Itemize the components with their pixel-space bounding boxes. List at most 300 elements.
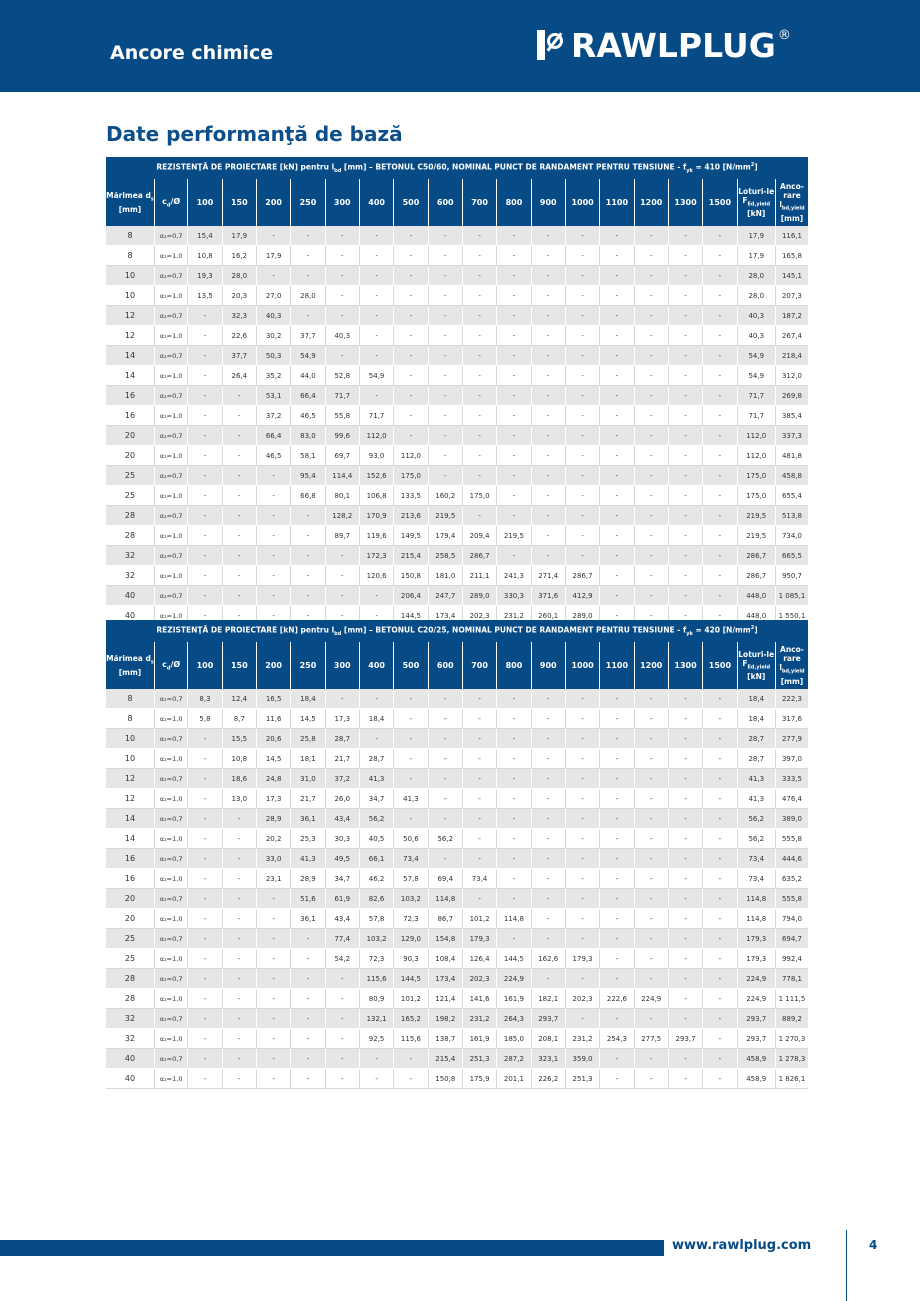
table-cell: 323,1 bbox=[531, 1049, 565, 1069]
cd-sub: d bbox=[166, 665, 171, 672]
table-cell: - bbox=[497, 366, 531, 386]
table-cell: 114,8 bbox=[737, 909, 775, 929]
logo-mark-icon bbox=[537, 30, 567, 60]
table-cell: - bbox=[600, 929, 634, 949]
ancorare-sub2: bd,yield bbox=[781, 668, 805, 675]
table-cell: 71,7 bbox=[325, 386, 359, 406]
table-cell: - bbox=[668, 246, 702, 266]
table-cell: - bbox=[703, 729, 737, 749]
table-cell: 219,5 bbox=[737, 526, 775, 546]
row-alpha-cell: α₂=0,7 bbox=[154, 689, 187, 709]
table-cell: - bbox=[497, 466, 531, 486]
table-cell: 57,8 bbox=[359, 909, 393, 929]
table-cell: - bbox=[256, 929, 290, 949]
table-cell: - bbox=[703, 829, 737, 849]
table-cell: 26,4 bbox=[222, 366, 256, 386]
table-row bbox=[106, 526, 808, 546]
table-cell: - bbox=[600, 246, 634, 266]
table-cell: 37,2 bbox=[325, 769, 359, 789]
table-cell: - bbox=[668, 486, 702, 506]
table-cell: - bbox=[703, 789, 737, 809]
table-cell: 179,3 bbox=[737, 929, 775, 949]
table-cell: - bbox=[600, 1069, 634, 1089]
row-size-cell: 16 bbox=[106, 849, 154, 869]
row-alpha-cell: α₂=0,7 bbox=[154, 586, 187, 606]
table-cell: 241,3 bbox=[497, 566, 531, 586]
table-cell: 40,3 bbox=[256, 306, 290, 326]
table-cell: - bbox=[600, 1049, 634, 1069]
column-header-depth: 800 bbox=[497, 179, 531, 226]
table-cell: 293,7 bbox=[668, 1029, 702, 1049]
ancorare-sub: l bbox=[779, 200, 782, 210]
table-cell: 458,9 bbox=[737, 1069, 775, 1089]
table-cell: 128,2 bbox=[325, 506, 359, 526]
table-cell: 114,8 bbox=[737, 889, 775, 909]
cd-tail: /Ø bbox=[170, 196, 181, 206]
table-cell: 114,8 bbox=[497, 909, 531, 929]
table-cell: - bbox=[359, 1049, 393, 1069]
table-cell: - bbox=[634, 929, 668, 949]
table-cell: - bbox=[256, 949, 290, 969]
table-cell: 26,0 bbox=[325, 789, 359, 809]
table-cell: 254,3 bbox=[600, 1029, 634, 1049]
table-cell: 359,0 bbox=[565, 1049, 599, 1069]
table-cell: 20,3 bbox=[222, 286, 256, 306]
row-size-cell: 40 bbox=[106, 606, 154, 626]
size-unit: [mm] bbox=[118, 667, 142, 677]
table-cell: - bbox=[256, 586, 290, 606]
table-cell: - bbox=[497, 789, 531, 809]
table-cell: - bbox=[565, 426, 599, 446]
table-cell: - bbox=[256, 566, 290, 586]
table-cell: 16,2 bbox=[222, 246, 256, 266]
table-cell: - bbox=[531, 546, 565, 566]
table-cell: - bbox=[325, 546, 359, 566]
table-cell: - bbox=[428, 366, 462, 386]
row-alpha-cell: α₂=1,0 bbox=[154, 949, 187, 969]
table-cell: - bbox=[497, 849, 531, 869]
table-row bbox=[106, 1049, 808, 1069]
table-cell: - bbox=[428, 306, 462, 326]
table-cell: - bbox=[394, 306, 428, 326]
table-cell: 289,0 bbox=[462, 586, 496, 606]
table-cell: 215,4 bbox=[394, 546, 428, 566]
table-cell: - bbox=[634, 406, 668, 426]
table-cell: - bbox=[668, 426, 702, 446]
table-cell: 50,6 bbox=[394, 829, 428, 849]
table-cell: - bbox=[222, 586, 256, 606]
table-cell: 121,4 bbox=[428, 989, 462, 1009]
table-cell: - bbox=[531, 769, 565, 789]
table-cell: 23,1 bbox=[256, 869, 290, 889]
table-cell: - bbox=[394, 709, 428, 729]
table-header-row bbox=[106, 179, 808, 226]
table-cell: 226,2 bbox=[531, 1069, 565, 1089]
table-cell: - bbox=[188, 1009, 222, 1029]
table-cell: 54,9 bbox=[737, 366, 775, 386]
table-cell: - bbox=[634, 246, 668, 266]
table-cell: 389,0 bbox=[775, 809, 808, 829]
table-row bbox=[106, 989, 808, 1009]
column-header-depth: 900 bbox=[531, 179, 565, 226]
table-cell: - bbox=[222, 546, 256, 566]
table-cell: - bbox=[394, 266, 428, 286]
row-size-cell: 8 bbox=[106, 689, 154, 709]
table-cell: 31,0 bbox=[291, 769, 325, 789]
table-cell: - bbox=[222, 566, 256, 586]
table-cell: - bbox=[256, 969, 290, 989]
column-header-depth: 300 bbox=[325, 179, 359, 226]
size-label: Mărimea d bbox=[106, 191, 151, 201]
table-cell: 224,9 bbox=[634, 989, 668, 1009]
table-cell: 175,0 bbox=[394, 466, 428, 486]
table-cell: - bbox=[428, 466, 462, 486]
table-cell: 54,9 bbox=[291, 346, 325, 366]
table-cell: - bbox=[325, 969, 359, 989]
table-cell: - bbox=[359, 286, 393, 306]
table-cell: 40,3 bbox=[737, 306, 775, 326]
caption-sup: 2 bbox=[750, 625, 755, 631]
table-cell: - bbox=[634, 506, 668, 526]
table-cell: - bbox=[359, 606, 393, 626]
table-cell: - bbox=[188, 446, 222, 466]
table-cell: - bbox=[394, 1069, 428, 1089]
table-cell: 33,0 bbox=[256, 849, 290, 869]
table-cell: - bbox=[668, 406, 702, 426]
table-cell: - bbox=[600, 366, 634, 386]
table-cell: 41,3 bbox=[737, 789, 775, 809]
table-cell: 53,1 bbox=[256, 386, 290, 406]
row-size-cell: 10 bbox=[106, 729, 154, 749]
loturi-sub2: Ed,yield bbox=[747, 201, 771, 208]
table-cell: 56,2 bbox=[359, 809, 393, 829]
table-cell: 77,4 bbox=[325, 929, 359, 949]
table-cell: - bbox=[703, 689, 737, 709]
row-alpha-cell: α₂=0,7 bbox=[154, 969, 187, 989]
table-cell: 264,3 bbox=[497, 1009, 531, 1029]
table-cell: 138,7 bbox=[428, 1029, 462, 1049]
table-cell: - bbox=[634, 546, 668, 566]
table-cell: - bbox=[291, 546, 325, 566]
table-cell: - bbox=[703, 386, 737, 406]
table-cell: - bbox=[668, 789, 702, 809]
column-header-depth: 400 bbox=[359, 179, 393, 226]
table-row bbox=[106, 286, 808, 306]
row-alpha-cell: α₂=0,7 bbox=[154, 809, 187, 829]
row-alpha-cell: α₂=0,7 bbox=[154, 386, 187, 406]
table-cell: - bbox=[600, 809, 634, 829]
row-alpha-cell: α₂=0,7 bbox=[154, 1049, 187, 1069]
table-cell: 277,5 bbox=[634, 1029, 668, 1049]
row-size-cell: 25 bbox=[106, 929, 154, 949]
column-header-depth: 500 bbox=[394, 642, 428, 689]
table-cell: - bbox=[565, 226, 599, 246]
table-cell: 444,6 bbox=[775, 849, 808, 869]
column-header-depth: 150 bbox=[222, 179, 256, 226]
table-cell: - bbox=[668, 546, 702, 566]
table-cell: - bbox=[497, 406, 531, 426]
row-size-cell: 32 bbox=[106, 1029, 154, 1049]
table-cell: - bbox=[531, 729, 565, 749]
table-cell: - bbox=[531, 326, 565, 346]
table-cell: 28,7 bbox=[325, 729, 359, 749]
table-row bbox=[106, 426, 808, 446]
table-cell: - bbox=[291, 1009, 325, 1029]
table-cell: - bbox=[188, 769, 222, 789]
table-cell: - bbox=[668, 366, 702, 386]
table-cell: - bbox=[291, 949, 325, 969]
row-alpha-cell: α₂=1,0 bbox=[154, 749, 187, 769]
table-cell: - bbox=[497, 689, 531, 709]
table-cell: - bbox=[428, 386, 462, 406]
table-cell: - bbox=[394, 729, 428, 749]
table-cell: - bbox=[394, 346, 428, 366]
table-cell: 18,4 bbox=[291, 689, 325, 709]
table-cell: - bbox=[359, 266, 393, 286]
table-cell: - bbox=[703, 446, 737, 466]
table-cell: 108,4 bbox=[428, 949, 462, 969]
table-cell: - bbox=[565, 909, 599, 929]
table-cell: - bbox=[531, 286, 565, 306]
table-cell: - bbox=[703, 366, 737, 386]
table-cell: - bbox=[600, 306, 634, 326]
table-cell: - bbox=[565, 969, 599, 989]
row-alpha-cell: α₂=0,7 bbox=[154, 266, 187, 286]
table-cell: 46,2 bbox=[359, 869, 393, 889]
table-cell: - bbox=[462, 446, 496, 466]
table-cell: 149,5 bbox=[394, 526, 428, 546]
table-cell: - bbox=[634, 749, 668, 769]
table-cell: - bbox=[325, 346, 359, 366]
table-cell: - bbox=[703, 346, 737, 366]
row-alpha-cell: α₂=1,0 bbox=[154, 606, 187, 626]
table-row bbox=[106, 226, 808, 246]
table-cell: 694,7 bbox=[775, 929, 808, 949]
table-cell: - bbox=[668, 989, 702, 1009]
table-cell: 43,4 bbox=[325, 809, 359, 829]
table-cell: - bbox=[256, 506, 290, 526]
table-cell: 293,7 bbox=[737, 1009, 775, 1029]
table-cell: - bbox=[531, 346, 565, 366]
row-size-cell: 14 bbox=[106, 809, 154, 829]
table-cell: 267,4 bbox=[775, 326, 808, 346]
table-cell: 129,0 bbox=[394, 929, 428, 949]
table-cell: - bbox=[497, 306, 531, 326]
table-cell: 172,3 bbox=[359, 546, 393, 566]
table-cell: 141,6 bbox=[462, 989, 496, 1009]
table-cell: - bbox=[703, 306, 737, 326]
footer-bar bbox=[0, 1240, 664, 1256]
table-cell: 86,7 bbox=[428, 909, 462, 929]
table-cell: - bbox=[703, 486, 737, 506]
table-cell: 181,0 bbox=[428, 566, 462, 586]
table-cell: 24,8 bbox=[256, 769, 290, 789]
table-cell: - bbox=[600, 486, 634, 506]
registered-mark: ® bbox=[777, 28, 791, 43]
table-cell: - bbox=[668, 306, 702, 326]
table-cell: - bbox=[565, 446, 599, 466]
table-cell: - bbox=[634, 326, 668, 346]
column-header-ancorare bbox=[775, 179, 808, 226]
column-header-depth: 100 bbox=[188, 179, 222, 226]
caption-sub: bd bbox=[334, 631, 342, 637]
table-cell: - bbox=[359, 386, 393, 406]
table-cell: - bbox=[188, 506, 222, 526]
table-cell: 82,6 bbox=[359, 889, 393, 909]
row-size-cell: 40 bbox=[106, 586, 154, 606]
table-cell: 14,5 bbox=[291, 709, 325, 729]
caption-sub: bd bbox=[334, 168, 342, 174]
table-cell: 54,9 bbox=[359, 366, 393, 386]
table-cell: - bbox=[703, 226, 737, 246]
table-cell: 112,0 bbox=[737, 426, 775, 446]
column-header-depth: 1200 bbox=[634, 642, 668, 689]
table-cell: 37,7 bbox=[291, 326, 325, 346]
table-cell: 40,5 bbox=[359, 829, 393, 849]
table-cell: - bbox=[462, 386, 496, 406]
table-cell: 224,9 bbox=[737, 969, 775, 989]
table-cell: - bbox=[565, 869, 599, 889]
caption-part: ] bbox=[754, 162, 758, 172]
table-cell: - bbox=[359, 246, 393, 266]
table-cell: 185,0 bbox=[497, 1029, 531, 1049]
table-cell: 66,1 bbox=[359, 849, 393, 869]
rawlplug-logo bbox=[537, 26, 791, 64]
table-cell: - bbox=[668, 506, 702, 526]
table-cell: - bbox=[497, 809, 531, 829]
size-sub: s bbox=[150, 196, 154, 203]
row-alpha-cell: α₂=1,0 bbox=[154, 1069, 187, 1089]
table-cell: - bbox=[256, 1029, 290, 1049]
table-cell: - bbox=[565, 306, 599, 326]
table-cell: 209,4 bbox=[462, 526, 496, 546]
table-cell: - bbox=[428, 286, 462, 306]
table-cell: 150,8 bbox=[394, 566, 428, 586]
table-cell: 330,3 bbox=[497, 586, 531, 606]
table-cell: 286,7 bbox=[737, 546, 775, 566]
column-header-loturi bbox=[737, 642, 775, 689]
row-size-cell: 28 bbox=[106, 506, 154, 526]
table-cell: - bbox=[325, 989, 359, 1009]
table-cell: 18,1 bbox=[291, 749, 325, 769]
table-cell: 101,2 bbox=[394, 989, 428, 1009]
table-cell: 222,3 bbox=[775, 689, 808, 709]
table-cell: - bbox=[600, 566, 634, 586]
table-cell: 161,9 bbox=[462, 1029, 496, 1049]
column-header-depth: 1500 bbox=[703, 642, 737, 689]
table-cell: - bbox=[531, 266, 565, 286]
table-cell: - bbox=[565, 749, 599, 769]
table-row bbox=[106, 586, 808, 606]
table-row bbox=[106, 266, 808, 286]
column-header-depth: 1100 bbox=[600, 642, 634, 689]
table-cell: - bbox=[634, 1049, 668, 1069]
table-cell: - bbox=[188, 566, 222, 586]
table-cell: - bbox=[634, 909, 668, 929]
row-alpha-cell: α₂=1,0 bbox=[154, 406, 187, 426]
table-cell: - bbox=[565, 1009, 599, 1029]
table-cell: - bbox=[428, 346, 462, 366]
table-cell: - bbox=[188, 386, 222, 406]
table-cell: 28,0 bbox=[737, 266, 775, 286]
table-cell: - bbox=[634, 266, 668, 286]
table-cell: 161,9 bbox=[497, 989, 531, 1009]
table-cell: - bbox=[462, 246, 496, 266]
table-cell: 208,1 bbox=[531, 1029, 565, 1049]
table-cell: - bbox=[325, 266, 359, 286]
table-cell: - bbox=[600, 949, 634, 969]
table-cell: - bbox=[462, 266, 496, 286]
table-cell: 40,3 bbox=[325, 326, 359, 346]
table-cell: 112,0 bbox=[737, 446, 775, 466]
table-cell: - bbox=[565, 406, 599, 426]
table-cell: - bbox=[497, 266, 531, 286]
table-cell: 71,7 bbox=[737, 406, 775, 426]
table-cell: 219,5 bbox=[428, 506, 462, 526]
row-alpha-cell: α₂=1,0 bbox=[154, 989, 187, 1009]
table-cell: 17,9 bbox=[256, 246, 290, 266]
footer-url[interactable]: www.rawlplug.com bbox=[672, 1238, 812, 1253]
table-cell: - bbox=[188, 729, 222, 749]
table-cell: 36,1 bbox=[291, 809, 325, 829]
table-cell: - bbox=[428, 729, 462, 749]
table-cell: - bbox=[291, 1049, 325, 1069]
caption-part: ] bbox=[754, 625, 758, 635]
table-cell: - bbox=[668, 749, 702, 769]
column-header-loturi bbox=[737, 179, 775, 226]
table-caption bbox=[106, 620, 808, 642]
table-cell: 73,4 bbox=[737, 849, 775, 869]
table-cell: - bbox=[565, 326, 599, 346]
row-size-cell: 40 bbox=[106, 1049, 154, 1069]
table-cell: - bbox=[634, 466, 668, 486]
table-cell: 231,2 bbox=[462, 1009, 496, 1029]
performance-table-c50-60 bbox=[106, 157, 808, 626]
row-size-cell: 32 bbox=[106, 1009, 154, 1029]
table-cell: 126,4 bbox=[462, 949, 496, 969]
table-cell: 260,1 bbox=[531, 606, 565, 626]
size-unit: [mm] bbox=[118, 204, 142, 214]
table-cell: - bbox=[291, 1069, 325, 1089]
table-cell: 49,5 bbox=[325, 849, 359, 869]
table-cell: - bbox=[634, 346, 668, 366]
table-cell: - bbox=[188, 1069, 222, 1089]
cd-label: c bbox=[162, 659, 167, 669]
table-header-row bbox=[106, 642, 808, 689]
table-cell: - bbox=[256, 909, 290, 929]
table-cell: - bbox=[531, 246, 565, 266]
table-cell: - bbox=[497, 929, 531, 949]
table-cell: 448,0 bbox=[737, 606, 775, 626]
table-cell: 52,8 bbox=[325, 366, 359, 386]
table-cell: 132,1 bbox=[359, 1009, 393, 1029]
row-size-cell: 20 bbox=[106, 889, 154, 909]
table-cell: 15,5 bbox=[222, 729, 256, 749]
table-cell: 119,6 bbox=[359, 526, 393, 546]
table-cell: - bbox=[497, 326, 531, 346]
table-cell: - bbox=[668, 526, 702, 546]
table-cell: - bbox=[703, 1049, 737, 1069]
table-cell: - bbox=[600, 789, 634, 809]
table-cell: 271,4 bbox=[531, 566, 565, 586]
column-header-depth: 500 bbox=[394, 179, 428, 226]
table-cell: - bbox=[222, 889, 256, 909]
row-size-cell: 20 bbox=[106, 446, 154, 466]
table-cell: 179,4 bbox=[428, 526, 462, 546]
table-cell: - bbox=[325, 1049, 359, 1069]
ancorare-unit: [mm] bbox=[780, 213, 804, 223]
table-cell: - bbox=[188, 829, 222, 849]
